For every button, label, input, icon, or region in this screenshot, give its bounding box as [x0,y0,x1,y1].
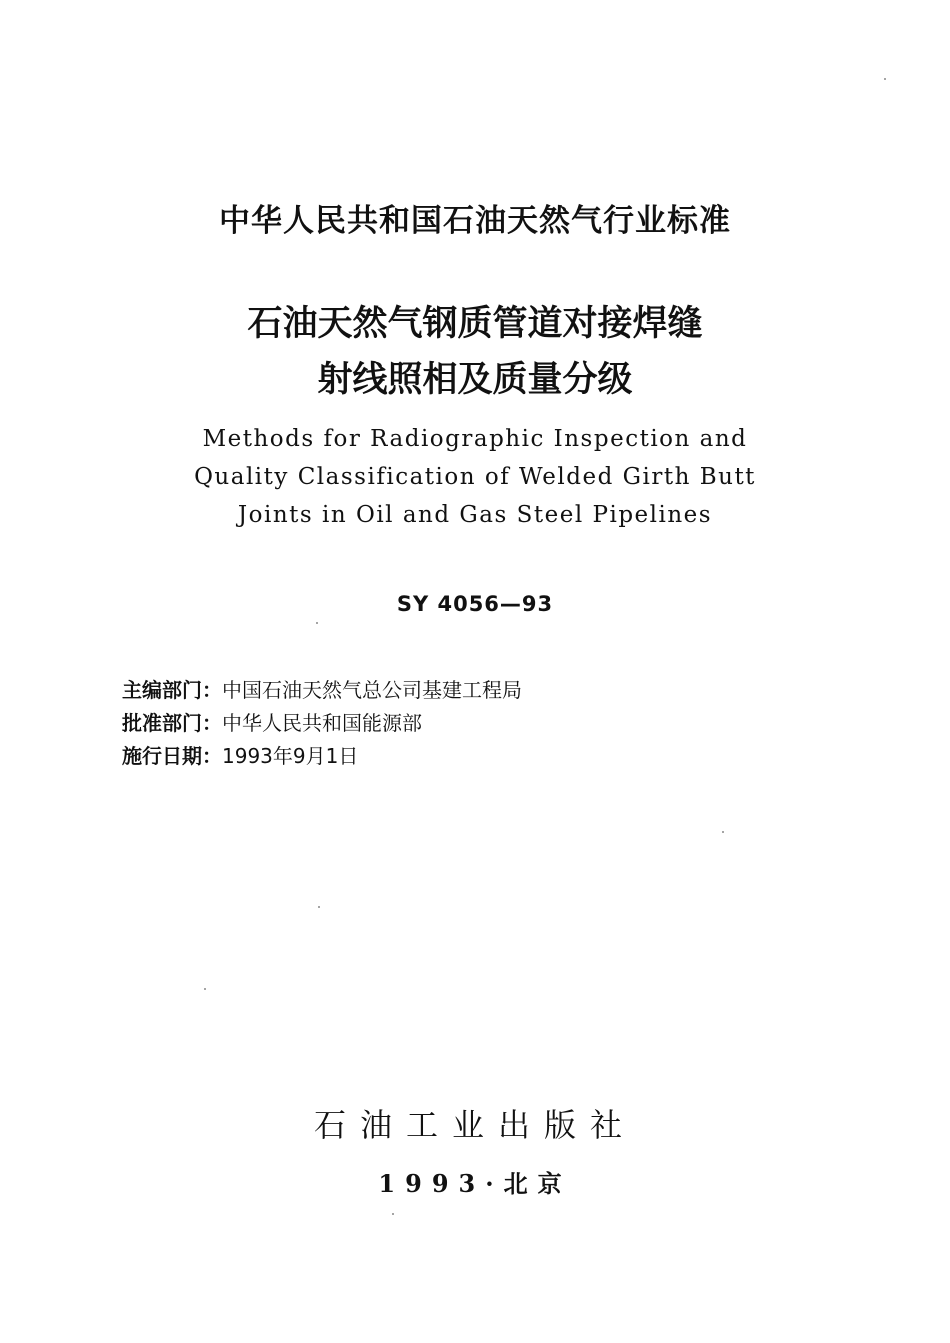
publication-metadata [122,674,522,773]
scan-speck [318,906,320,908]
editor-value: 中国石油天然气总公司基建工程局 [222,678,522,702]
industry-standard-heading: 中华人民共和国石油天然气行业标准 [219,203,731,239]
chinese-title-line-2: 射线照相及质量分级 [317,359,633,400]
scan-speck [316,622,318,624]
publication-year-place: 1993·北京 [378,1169,572,1198]
english-title-line-3: Joints in Oil and Gas Steel Pipelines [237,502,713,528]
approver-value: 中华人民共和国能源部 [222,711,422,735]
editor-row [122,674,522,707]
standard-code: SY 4056—93 [396,592,554,616]
publisher-name: 石油工业出版社 [313,1106,636,1144]
scan-speck [884,78,886,80]
scan-speck [204,988,206,990]
english-title-line-2: Quality Classification of Welded Girth Butt [194,464,756,490]
chinese-title-line-1: 石油天然气钢质管道对接焊缝 [247,303,703,344]
effective-date-value: 1993年9月1日 [222,744,359,768]
effective-date-row [122,740,522,773]
english-title [0,420,950,534]
approver-label: 批准部门： [122,711,222,735]
effective-date-label: 施行日期： [122,744,222,768]
approver-row [122,707,522,740]
scan-speck [392,1213,394,1215]
scan-speck [722,831,724,833]
english-title-line-1: Methods for Radiographic Inspection and [202,426,748,452]
chinese-title [0,296,950,408]
editor-label: 主编部门： [122,678,222,702]
